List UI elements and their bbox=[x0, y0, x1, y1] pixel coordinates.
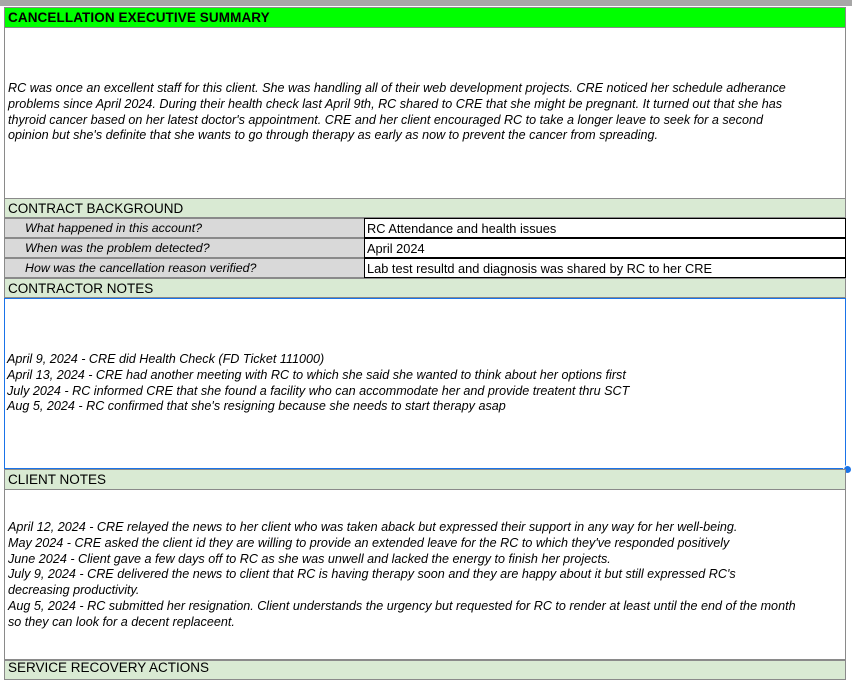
contractor-notes-cell[interactable] bbox=[4, 298, 846, 469]
summary-line: opinion but she's definite that she wants to go through therapy as early as now to prevent the cancer from spreading. bbox=[8, 128, 658, 143]
question-text: When was the problem detected? bbox=[25, 241, 210, 255]
question-cell[interactable] bbox=[4, 238, 364, 258]
service-recovery-header: SERVICE RECOVERY ACTIONS bbox=[8, 660, 210, 675]
summary-line: RC was once an excellent staff for this client. She was handling all of their web development projects. CRE noticed her schedule adherance bbox=[8, 81, 786, 95]
contractor-note-line: July 2024 - RC informed CRE that she found a facility who can accommodate her and provide treatent thru SCT bbox=[7, 383, 630, 398]
contract-row bbox=[4, 238, 846, 258]
frozen-row-divider bbox=[0, 0, 852, 6]
client-notes-cell[interactable] bbox=[4, 490, 846, 660]
question-text: What happened in this account? bbox=[25, 221, 203, 235]
question-cell[interactable] bbox=[4, 258, 364, 278]
contractor-notes-header: CONTRACTOR NOTES bbox=[8, 280, 154, 296]
summary-header-cell[interactable] bbox=[4, 7, 846, 28]
question-text: How was the cancellation reason verified? bbox=[25, 261, 257, 275]
answer-cell[interactable] bbox=[364, 238, 846, 258]
client-note-line: so they can look for a decent replaceent. bbox=[8, 614, 235, 629]
summary-header: CANCELLATION EXECUTIVE SUMMARY bbox=[8, 10, 270, 25]
contractor-note-line: April 13, 2024 - CRE had another meeting with RC to which she said she wanted to think about her options first bbox=[7, 367, 626, 382]
contract-row bbox=[4, 218, 846, 238]
contractor-notes-header-cell[interactable] bbox=[4, 278, 846, 298]
summary-line: thyroid cancer based on her latest doctor's appointment. CRE and her client encouraged RC to take a longer leave to seek for a second bbox=[8, 112, 763, 127]
answer-text: April 2024 bbox=[367, 240, 425, 256]
client-note-line: decreasing productivity. bbox=[8, 583, 140, 598]
client-note-line: July 9, 2024 - CRE delivered the news to client that RC is having therapy soon and they are happy about it but still expressed RC's bbox=[8, 567, 736, 582]
client-notes-header-cell[interactable] bbox=[4, 469, 846, 490]
service-recovery-header-cell[interactable] bbox=[4, 660, 846, 680]
answer-cell[interactable] bbox=[364, 218, 846, 238]
client-note-line: April 12, 2024 - CRE relayed the news to her client who was taken aback but expressed their support in any way for her well-being. bbox=[8, 520, 738, 534]
question-cell[interactable] bbox=[4, 218, 364, 238]
contract-row bbox=[4, 258, 846, 278]
client-notes-header: CLIENT NOTES bbox=[8, 472, 107, 487]
contractor-note-line: Aug 5, 2024 - RC confirmed that she's resigning because she needs to start therapy asap bbox=[7, 399, 506, 414]
answer-cell[interactable] bbox=[364, 258, 846, 278]
summary-line: problems since April 2024. During their health check last April 9th, RC shared to CRE that she might be pregnant. It turned out that she has bbox=[8, 96, 782, 111]
client-note-line: May 2024 - CRE asked the client id they are willing to provide an extended leave for the RC to which they've responded positively bbox=[8, 535, 730, 550]
answer-text: Lab test resultd and diagnosis was shared by RC to her CRE bbox=[367, 260, 712, 276]
summary-text-cell[interactable] bbox=[4, 28, 846, 198]
client-note-line: June 2024 - Client gave a few days off to RC as she was unwell and lacked the energy to finish her projects. bbox=[8, 551, 611, 566]
contract-header-cell[interactable] bbox=[4, 198, 846, 218]
contractor-note-line: April 9, 2024 - CRE did Health Check (FD Ticket 111000) bbox=[7, 352, 325, 366]
contract-header: CONTRACT BACKGROUND bbox=[8, 200, 184, 216]
client-note-line: Aug 5, 2024 - RC submitted her resignation. Client understands the urgency but requested for RC to render at least until the end of the month bbox=[8, 598, 796, 613]
answer-text: RC Attendance and health issues bbox=[367, 220, 557, 236]
